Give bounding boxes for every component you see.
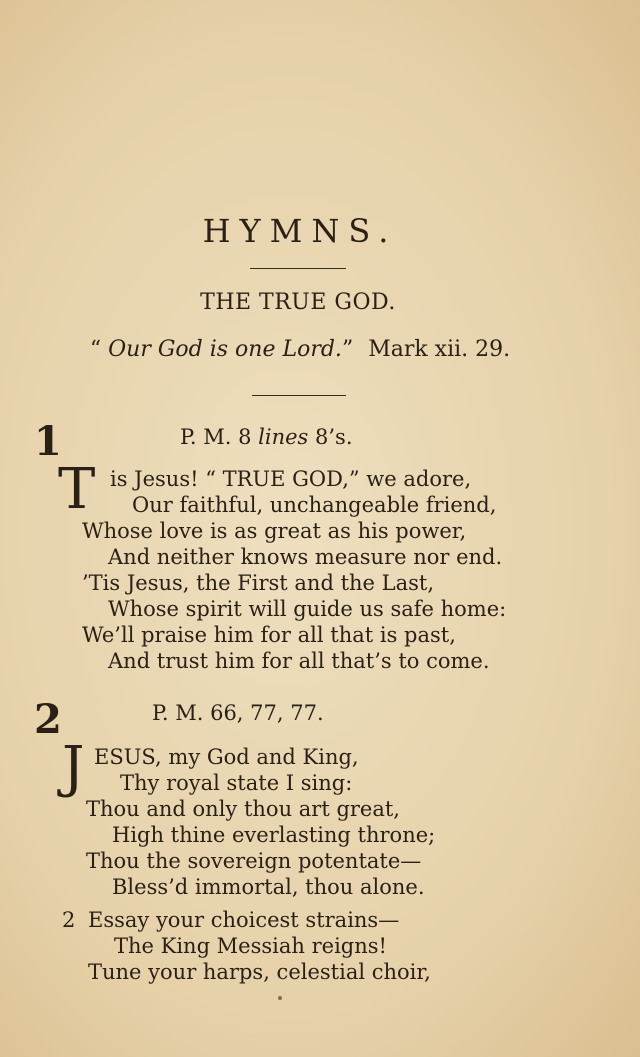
meter-text: 8’s. bbox=[315, 425, 353, 449]
page-heading: HYMNS. bbox=[202, 212, 398, 250]
hymn-line: is Jesus! “ TRUE GOD,” we adore, bbox=[110, 467, 472, 491]
hymn-line: Tune your harps, celestial choir, bbox=[88, 960, 431, 984]
epigraph-close-quote: ” bbox=[341, 337, 354, 362]
meter-text: P. M. 8 bbox=[180, 425, 252, 449]
hymn-meter bbox=[180, 425, 353, 449]
epigraph-reference: Mark xii. 29. bbox=[368, 337, 511, 362]
epigraph-rule bbox=[252, 395, 346, 396]
hymn-line: Our faithful, unchangeable friend, bbox=[132, 493, 497, 517]
hymn-meter: P. M. 66, 77, 77. bbox=[152, 701, 324, 725]
drop-cap: T bbox=[58, 457, 96, 522]
hymn-line: We’ll praise him for all that is past, bbox=[82, 623, 456, 647]
heading-rule bbox=[250, 268, 346, 269]
hymn-line: The King Messiah reigns! bbox=[114, 934, 387, 958]
hymn-line: Whose love is as great as his power, bbox=[82, 519, 467, 543]
drop-cap: J bbox=[62, 735, 85, 800]
hymn-line: And neither knows measure nor end. bbox=[108, 545, 503, 569]
hymn-line: Thou the sovereign potentate— bbox=[86, 849, 422, 873]
hymn-number: 1 bbox=[34, 418, 62, 465]
epigraph-quote: Our God is one Lord. bbox=[108, 337, 342, 362]
hymn-line: Thou and only thou art great, bbox=[86, 797, 400, 821]
meter-italic: lines bbox=[258, 425, 309, 449]
section-title: THE TRUE GOD. bbox=[200, 290, 396, 315]
hymn-line: ESUS, my God and King, bbox=[94, 745, 359, 769]
verse-number: 2 bbox=[62, 908, 76, 932]
hymn-line: Whose spirit will guide us safe home: bbox=[108, 597, 507, 621]
hymn-line: And trust him for all that’s to come. bbox=[108, 649, 490, 673]
hymn-line: Essay your choicest strains— bbox=[88, 908, 400, 932]
page-speck bbox=[278, 996, 282, 1000]
hymn-line: Thy royal state I sing: bbox=[120, 771, 353, 795]
epigraph-open-quote: “ bbox=[89, 337, 102, 362]
hymn-line: Bless’d immortal, thou alone. bbox=[112, 875, 425, 899]
epigraph bbox=[0, 337, 600, 362]
hymn-line: High thine everlasting throne; bbox=[112, 823, 436, 847]
hymn-line: ’Tis Jesus, the First and the Last, bbox=[82, 571, 434, 595]
hymn-number: 2 bbox=[34, 696, 62, 743]
